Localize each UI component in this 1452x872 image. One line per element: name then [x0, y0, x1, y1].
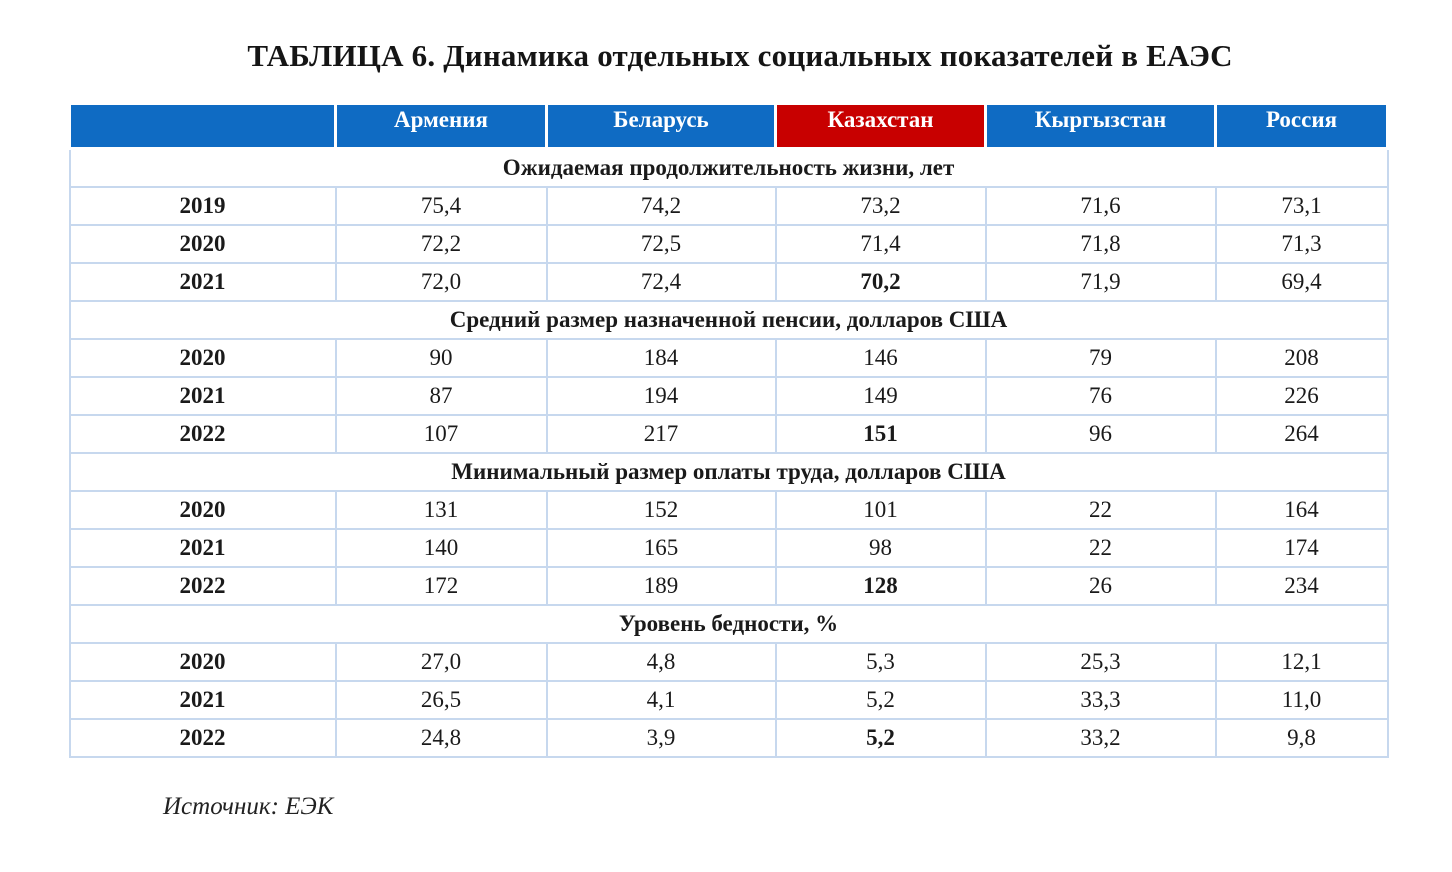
value-cell: 12,1: [1216, 643, 1388, 681]
header-row: [70, 104, 1388, 149]
value-cell: 26: [986, 567, 1216, 605]
value-cell: 24,8: [336, 719, 547, 757]
year-cell: 2020: [70, 225, 336, 263]
year-cell: 2020: [70, 491, 336, 529]
table-row: [70, 377, 1388, 415]
value-cell: 26,5: [336, 681, 547, 719]
value-cell: 33,3: [986, 681, 1216, 719]
header-armenia: Армения: [336, 104, 547, 149]
value-cell: 140: [336, 529, 547, 567]
section-title: Ожидаемая продолжительность жизни, лет: [70, 149, 1388, 188]
year-cell: 2019: [70, 187, 336, 225]
year-cell: 2022: [70, 719, 336, 757]
value-cell: 27,0: [336, 643, 547, 681]
value-cell: 264: [1216, 415, 1388, 453]
value-cell: 5,3: [776, 643, 986, 681]
table-row: [70, 529, 1388, 567]
table-row: [70, 339, 1388, 377]
value-cell: 71,3: [1216, 225, 1388, 263]
value-cell: 149: [776, 377, 986, 415]
indicators-table: [68, 102, 1389, 758]
year-cell: 2021: [70, 529, 336, 567]
value-cell: 72,5: [547, 225, 776, 263]
value-cell: 146: [776, 339, 986, 377]
value-cell: 25,3: [986, 643, 1216, 681]
value-cell: 128: [776, 567, 986, 605]
section-row: [70, 453, 1388, 491]
section-row: [70, 149, 1388, 188]
table-row: [70, 567, 1388, 605]
table-title: ТАБЛИЦА 6. Динамика отдельных социальных показателей в ЕАЭС: [247, 38, 1233, 73]
table-row: [70, 491, 1388, 529]
value-cell: 87: [336, 377, 547, 415]
value-cell: 165: [547, 529, 776, 567]
value-cell: 9,8: [1216, 719, 1388, 757]
section-title: Средний размер назначенной пенсии, долларов США: [70, 301, 1388, 339]
value-cell: 5,2: [776, 719, 986, 757]
table-row: [70, 681, 1388, 719]
value-cell: 164: [1216, 491, 1388, 529]
value-cell: 4,1: [547, 681, 776, 719]
value-cell: 226: [1216, 377, 1388, 415]
section-row: [70, 301, 1388, 339]
value-cell: 76: [986, 377, 1216, 415]
value-cell: 33,2: [986, 719, 1216, 757]
value-cell: 72,0: [336, 263, 547, 301]
table-row: [70, 719, 1388, 757]
value-cell: 189: [547, 567, 776, 605]
value-cell: 101: [776, 491, 986, 529]
value-cell: 71,6: [986, 187, 1216, 225]
value-cell: 107: [336, 415, 547, 453]
value-cell: 3,9: [547, 719, 776, 757]
value-cell: 71,9: [986, 263, 1216, 301]
table-row: [70, 643, 1388, 681]
year-cell: 2021: [70, 681, 336, 719]
header-kyrgyzstan: Кыргызстан: [986, 104, 1216, 149]
table-row: [70, 263, 1388, 301]
value-cell: 71,8: [986, 225, 1216, 263]
table-row: [70, 187, 1388, 225]
value-cell: 5,2: [776, 681, 986, 719]
section-title: Минимальный размер оплаты труда, долларов США: [70, 453, 1388, 491]
year-cell: 2022: [70, 567, 336, 605]
year-cell: 2021: [70, 377, 336, 415]
value-cell: 90: [336, 339, 547, 377]
value-cell: 22: [986, 491, 1216, 529]
value-cell: 75,4: [336, 187, 547, 225]
year-cell: 2020: [70, 643, 336, 681]
value-cell: 96: [986, 415, 1216, 453]
year-cell: 2021: [70, 263, 336, 301]
header-blank-cell: [70, 104, 336, 149]
value-cell: 72,2: [336, 225, 547, 263]
value-cell: 22: [986, 529, 1216, 567]
table-row: [70, 415, 1388, 453]
value-cell: 4,8: [547, 643, 776, 681]
header-russia: Россия: [1216, 104, 1388, 149]
year-cell: 2022: [70, 415, 336, 453]
value-cell: 152: [547, 491, 776, 529]
source-note: Источник: ЕЭК: [163, 793, 334, 820]
value-cell: 72,4: [547, 263, 776, 301]
value-cell: 79: [986, 339, 1216, 377]
header-kazakhstan: Казахстан: [776, 104, 986, 149]
header-belarus: Беларусь: [547, 104, 776, 149]
value-cell: 184: [547, 339, 776, 377]
value-cell: 234: [1216, 567, 1388, 605]
section-title: Уровень бедности, %: [70, 605, 1388, 643]
value-cell: 174: [1216, 529, 1388, 567]
value-cell: 194: [547, 377, 776, 415]
value-cell: 208: [1216, 339, 1388, 377]
value-cell: 73,1: [1216, 187, 1388, 225]
value-cell: 172: [336, 567, 547, 605]
value-cell: 217: [547, 415, 776, 453]
value-cell: 73,2: [776, 187, 986, 225]
value-cell: 131: [336, 491, 547, 529]
value-cell: 70,2: [776, 263, 986, 301]
value-cell: 74,2: [547, 187, 776, 225]
value-cell: 11,0: [1216, 681, 1388, 719]
section-row: [70, 605, 1388, 643]
value-cell: 71,4: [776, 225, 986, 263]
table-row: [70, 225, 1388, 263]
year-cell: 2020: [70, 339, 336, 377]
value-cell: 98: [776, 529, 986, 567]
value-cell: 151: [776, 415, 986, 453]
value-cell: 69,4: [1216, 263, 1388, 301]
